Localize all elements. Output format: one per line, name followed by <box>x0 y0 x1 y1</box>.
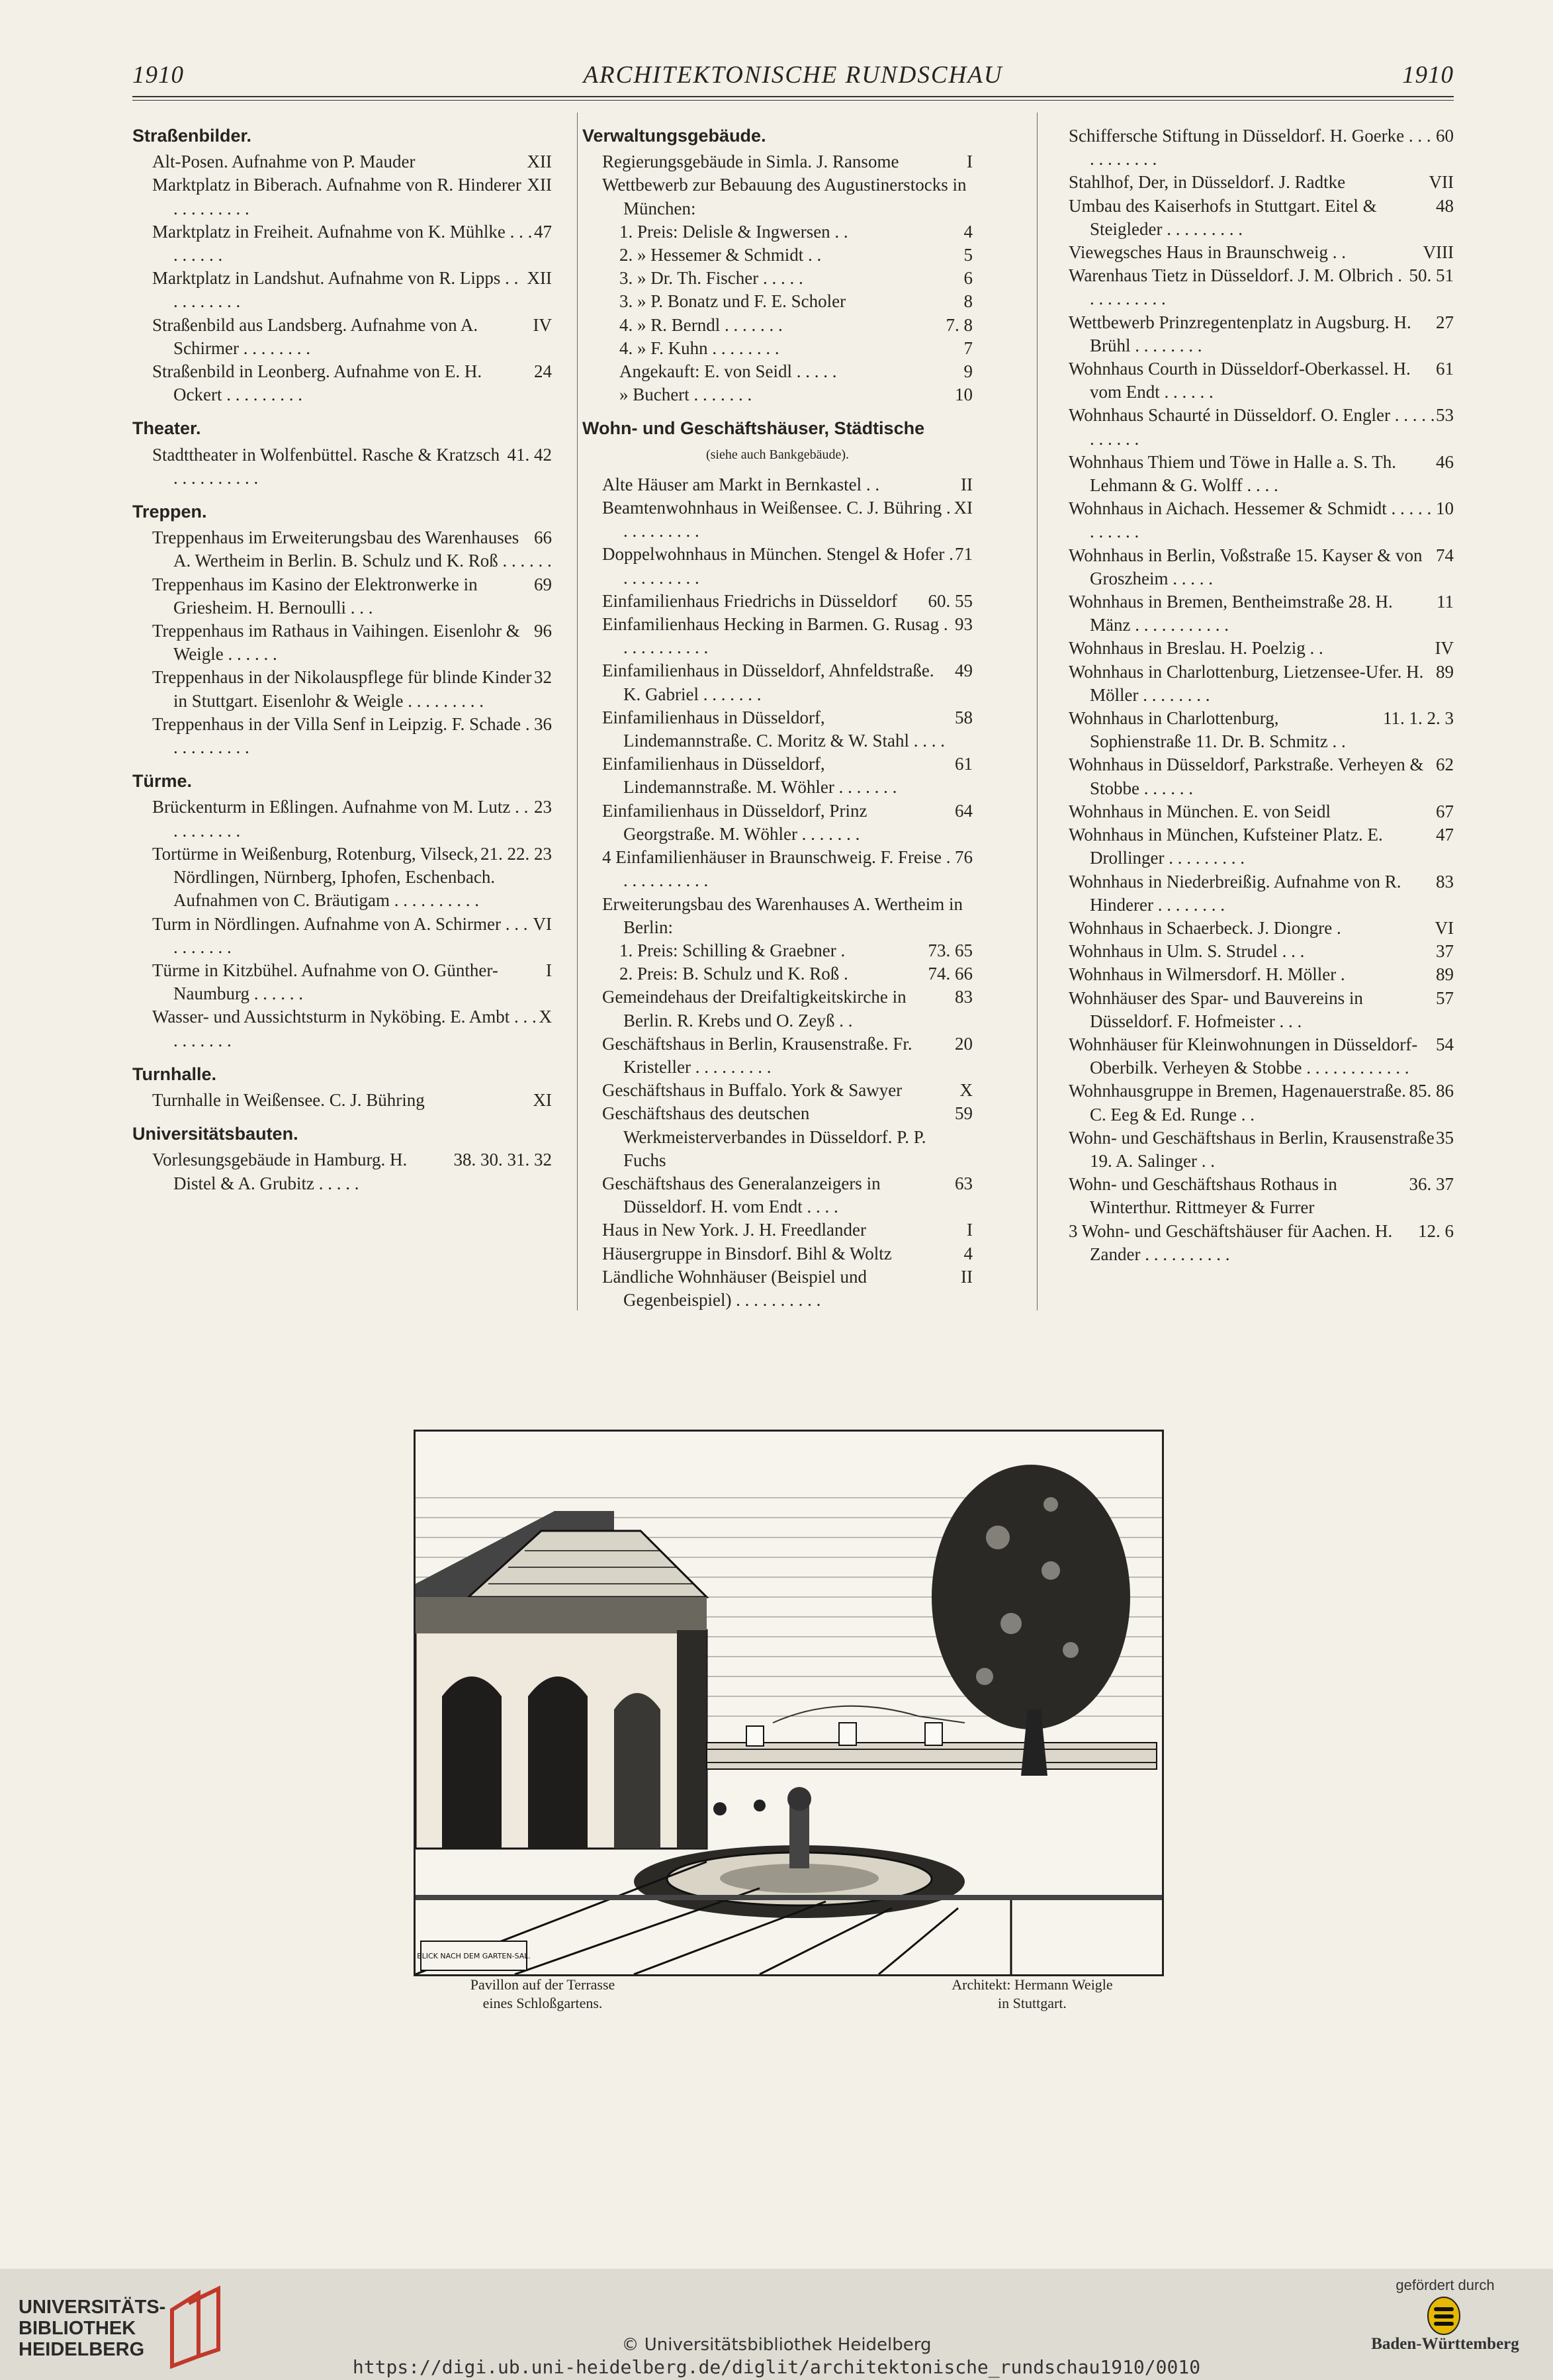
page-reference: VIII <box>1423 242 1454 263</box>
index-entry <box>582 173 973 220</box>
index-entry <box>582 473 973 496</box>
entry-text: Einfamilienhaus in Düsseldorf, Prinz Georgstraße. M. Wöhler . . . . . . . <box>602 800 867 844</box>
index-entry <box>582 1172 973 1218</box>
page-reference: 61 <box>955 754 973 774</box>
entry-text: Alte Häuser am Markt in Bernkastel . . <box>602 474 880 494</box>
column-divider <box>1037 113 1038 1310</box>
index-entry <box>132 573 552 619</box>
page-reference: 9 <box>963 361 973 382</box>
entry-text: Geschäftshaus des Generalanzeigers in Düsseldorf. H. vom Endt . . . . <box>602 1173 881 1217</box>
entry-text: Treppenhaus in der Villa Senf in Leipzig. F. Schade . . . . . . . . . . <box>152 713 530 758</box>
page-reference: 58 <box>955 707 973 727</box>
page-reference: 54 <box>1436 1034 1454 1054</box>
page-reference: IV <box>533 314 552 335</box>
entry-text: Wohnhausgruppe in Bremen, Hagenauerstraße. C. Eeg & Ed. Runge . . <box>1069 1081 1406 1124</box>
caption-left <box>410 1976 675 2013</box>
entry-text: Wettbewerb Prinzregentenplatz in Augsburg. H. Brühl . . . . . . . . <box>1069 312 1411 355</box>
library-name-line: HEIDELBERG <box>19 2339 145 2360</box>
entry-text: Wohnhaus in München. E. von Seidl <box>1069 801 1331 821</box>
page-reference: 74 <box>1436 545 1454 565</box>
entry-text: Turm in Nördlingen. Aufnahme von A. Schirmer . . . . . . . . . . <box>152 913 528 957</box>
entry-text: Brückenturm in Eßlingen. Aufnahme von M. Lutz . . . . . . . . . . <box>152 797 529 841</box>
entry-text: Straßenbild in Leonberg. Aufnahme von E. H. Ockert . . . . . . . . . <box>152 361 482 405</box>
section-heading: Universitätsbauten. <box>132 1124 298 1144</box>
page-reference: 64 <box>955 800 973 821</box>
page-reference: 83 <box>955 987 973 1007</box>
drawing-inscription: BLICK NACH DEM GARTEN-SAL. <box>417 1952 531 1960</box>
index-entry <box>132 267 552 313</box>
index-entry <box>582 543 973 589</box>
page-reference: 5 <box>963 245 973 265</box>
page-reference: 67 <box>1436 801 1454 821</box>
index-column-3 <box>1049 124 1454 1266</box>
page-reference: I <box>546 960 552 980</box>
entry-text: Schiffersche Stiftung in Düsseldorf. H. Goerke . . . . . . . . . . . <box>1069 126 1431 169</box>
header-rule-thin <box>132 100 1454 101</box>
page-reference: 96 <box>534 621 552 641</box>
page-reference: 71 <box>955 544 973 565</box>
page-reference: 50. 51 <box>1409 265 1454 286</box>
section-heading: Theater. <box>132 418 201 439</box>
index-entry <box>1049 241 1454 264</box>
index-entry <box>1049 264 1454 310</box>
entry-text: Wohnhäuser des Spar- und Bauvereins in Düsseldorf. F. Hofmeister . . . <box>1069 987 1363 1031</box>
index-entry <box>582 496 973 543</box>
index-entry <box>1049 451 1454 497</box>
entry-text: Viewegsches Haus in Braunschweig . . <box>1069 242 1347 263</box>
index-entry <box>1049 171 1454 194</box>
entry-text: Einfamilienhaus in Düsseldorf, Lindemannstraße. C. Moritz & W. Stahl . . . . <box>602 707 945 751</box>
page-reference: 20 <box>955 1033 973 1054</box>
page-reference: 4 <box>963 221 973 242</box>
library-name-line: BIBLIOTHEK <box>19 2318 136 2339</box>
caption-right <box>900 1976 1165 2013</box>
entry-text: Stadttheater in Wolfenbüttel. Rasche & Kratzsch . . . . . . . . . . <box>152 444 500 488</box>
index-entry <box>582 1265 973 1312</box>
page-reference: 7. 8 <box>946 314 973 335</box>
page-reference: 4 <box>963 1243 973 1263</box>
index-entry <box>132 913 552 959</box>
entry-text: 4 Einfamilienhäuser in Braunschweig. F. Freise . . . . . . . . . . . <box>602 847 951 891</box>
entry-text: Haus in New York. J. H. Freedlander <box>602 1220 866 1240</box>
journal-title: ARCHITEKTONISCHE RUNDSCHAU <box>583 62 1003 89</box>
funded-by-label: gefördert durch <box>1396 2277 1495 2293</box>
index-entry <box>582 1102 973 1172</box>
index-entry <box>1049 1173 1454 1219</box>
index-subentry <box>582 337 973 360</box>
entry-text: Straßenbild aus Landsberg. Aufnahme von A. Schirmer . . . . . . . . <box>152 314 478 358</box>
entry-text: Wohnhaus in Bremen, Bentheimstraße 28. H. Mänz . . . . . . . . . . . <box>1069 592 1393 635</box>
page-reference: 6 <box>963 268 973 289</box>
entry-text: Wohnhaus in Aichach. Hessemer & Schmidt . . . . . . . . . . . <box>1069 498 1432 542</box>
page-reference: 36 <box>534 713 552 734</box>
index-entry <box>132 443 552 490</box>
page-reference: 32 <box>534 667 552 688</box>
entry-text: 3. » Dr. Th. Fischer . . . . . <box>619 268 803 289</box>
entry-text: 4. » R. Berndl . . . . . . . <box>619 314 783 335</box>
index-entry <box>582 985 973 1032</box>
index-entry <box>582 706 973 753</box>
entry-text: Stahlhof, Der, in Düsseldorf. J. Radtke <box>1069 172 1346 193</box>
index-entry <box>1049 357 1454 404</box>
section-heading: Türme. <box>132 771 193 792</box>
entry-text: Wohnhaus in Wilmersdorf. H. Möller . <box>1069 964 1345 985</box>
page-reference: I <box>967 1220 973 1240</box>
index-entry <box>1049 963 1454 986</box>
page-reference: 21. 22. 23 <box>480 843 552 864</box>
entry-text: Wohnhaus Courth in Düsseldorf-Oberkassel. H. vom Endt . . . . . . <box>1069 359 1411 402</box>
page-reference: 23 <box>534 797 552 817</box>
index-entry <box>132 1148 552 1195</box>
page-reference: 62 <box>1436 755 1454 775</box>
index-entry <box>132 619 552 666</box>
entry-text: Umbau des Kaiserhofs in Stuttgart. Eitel & Steigleder . . . . . . . . . <box>1069 195 1377 239</box>
entry-text: Treppenhaus im Rathaus in Vaihingen. Eisenlohr & Weigle . . . . . . <box>152 621 520 664</box>
index-entry <box>132 843 552 913</box>
page-reference: 89 <box>1436 661 1454 682</box>
index-subentry <box>582 220 973 244</box>
page-reference: 93 <box>955 614 973 635</box>
page-reference: 37 <box>1436 941 1454 962</box>
index-entry <box>132 713 552 759</box>
page-reference: VI <box>533 913 552 934</box>
index-subentry <box>582 939 973 962</box>
entry-text: Wohnhaus in Ulm. S. Strudel . . . <box>1069 941 1305 962</box>
page-reference: 35 <box>1436 1127 1454 1148</box>
entry-text: Turnhalle in Weißensee. C. J. Bühring <box>152 1089 425 1110</box>
entry-text: Erweiterungsbau des Warenhauses A. Wertheim in Berlin: <box>602 893 963 937</box>
entry-text: Geschäftshaus in Buffalo. York & Sawyer <box>602 1080 903 1101</box>
page-reference: 12. 6 <box>1418 1220 1454 1241</box>
page-reference: 47 <box>534 221 552 242</box>
index-entry <box>132 959 552 1005</box>
page-reference: 61 <box>1436 359 1454 379</box>
page-reference: 76 <box>955 847 973 868</box>
entry-text: Wohnhaus Thiem und Töwe in Halle a. S. Th. Lehmann & G. Wolff . . . . <box>1069 451 1397 496</box>
index-entry <box>1049 544 1454 590</box>
entry-text: 2. » Hessemer & Schmidt . . <box>619 245 822 265</box>
index-subentry <box>582 360 973 383</box>
page-reference: 41. 42 <box>507 444 552 465</box>
library-name-line: UNIVERSITÄTS- <box>19 2297 166 2318</box>
index-entry <box>582 1032 973 1079</box>
entry-text: Wohnhäuser für Kleinwohnungen in Düsseldorf-Oberbilk. Verheyen & Stobbe . . . . . . . . . . . . <box>1069 1034 1418 1078</box>
entry-text: Einfamilienhaus in Düsseldorf, Lindemannstraße. M. Wöhler . . . . . . . <box>602 754 897 798</box>
entry-text: Wohnhaus in München, Kufsteiner Platz. E. Drollinger . . . . . . . . . <box>1069 825 1383 868</box>
entry-text: Beamtenwohnhaus in Weißensee. C. J. Bühring . . . . . . . . . . <box>602 498 951 541</box>
entry-text: Wohnhaus in Breslau. H. Poelzig . . <box>1069 638 1323 659</box>
entry-text: Treppenhaus in der Nikolauspflege für blinde Kinder in Stuttgart. Eisenlohr & Weigle . . . . . . . . . <box>152 667 532 711</box>
index-entry <box>132 796 552 842</box>
permalink-url[interactable]: https://digi.ub.uni-heidelberg.de/diglit/architektonische_rundschau1910/0010 <box>352 2356 1201 2378</box>
entry-text: Marktplatz in Landshut. Aufnahme von R. Lipps . . . . . . . . . . <box>152 268 519 312</box>
entry-text: Regierungsgebäude in Simla. J. Ransome <box>602 152 899 172</box>
page-reference: 38. 30. 31. 32 <box>453 1150 552 1170</box>
index-subentry <box>582 383 973 406</box>
index-entry <box>1049 661 1454 707</box>
page-reference: 60 <box>1436 126 1454 146</box>
index-entry <box>1049 1079 1454 1126</box>
index-entry <box>132 1005 552 1052</box>
page-reference: 85. 86 <box>1409 1081 1454 1101</box>
page-reference: XI <box>954 498 973 518</box>
entry-text: Alt-Posen. Aufnahme von P. Mauder <box>152 152 416 172</box>
entry-text: Wohnhaus Schaurté in Düsseldorf. O. Engler . . . . . . . . . . . <box>1069 405 1435 449</box>
page-reference: 89 <box>1436 964 1454 985</box>
entry-text: 3. » P. Bonatz und F. E. Scholer <box>619 291 846 312</box>
entry-text: Marktplatz in Biberach. Aufnahme von R. Hinderer . . . . . . . . . <box>152 175 521 218</box>
index-subentry <box>582 267 973 290</box>
page-reference: 47 <box>1436 825 1454 845</box>
section-heading: Wohn- und Geschäftshäuser, Städtische <box>582 418 925 439</box>
funder-name: Baden-Württemberg <box>1371 2335 1519 2353</box>
entry-text: 1. Preis: Schilling & Graebner . <box>619 940 846 960</box>
entry-text: Wohn- und Geschäftshaus in Berlin, Krausenstraße 19. A. Salinger . . <box>1069 1127 1435 1171</box>
entry-text: Einfamilienhaus Friedrichs in Düsseldorf <box>602 590 898 611</box>
index-entry <box>1049 195 1454 241</box>
entry-text: Einfamilienhaus Hecking in Barmen. G. Rusag . . . . . . . . . . . <box>602 614 948 658</box>
entry-text: Wohnhaus in Charlottenburg, Sophienstraße 11. Dr. B. Schmitz . . <box>1069 708 1346 752</box>
entry-text: Wohnhaus in Schaerbeck. J. Diongre . <box>1069 917 1341 938</box>
header-rule <box>132 96 1454 97</box>
section-heading: Treppen. <box>132 502 207 522</box>
entry-text: Wasser- und Aussichtsturm in Nyköbing. E. Ambt . . . . . . . . . . <box>152 1007 537 1050</box>
page-reference: 48 <box>1436 195 1454 216</box>
entry-text: Geschäftshaus des deutschen Werkmeisterverbandes in Düsseldorf. P. P. Fuchs <box>602 1103 926 1170</box>
caption-left-line: Pavillon auf der Terrasse <box>470 1976 615 1993</box>
index-entry <box>132 360 552 406</box>
index-entry <box>582 800 973 846</box>
header-year-right: 1910 <box>1402 62 1454 89</box>
page-reference: 10 <box>955 385 973 405</box>
entry-text: 1. Preis: Delisle & Ingwersen . . <box>619 221 848 242</box>
entry-text: Häusergruppe in Binsdorf. Bihl & Woltz <box>602 1243 892 1263</box>
page-reference: VII <box>1429 172 1454 193</box>
index-subentry <box>582 962 973 985</box>
index-entry <box>1049 1126 1454 1173</box>
page-reference: VI <box>1435 917 1454 938</box>
entry-text: » Buchert . . . . . . . <box>619 385 752 405</box>
entry-text: 3 Wohn- und Geschäftshäuser für Aachen. H. Zander . . . . . . . . . . <box>1069 1220 1393 1264</box>
page-reference: 8 <box>963 291 973 312</box>
section-heading: Verwaltungsgebäude. <box>582 126 766 146</box>
index-entry <box>1049 637 1454 660</box>
pavilion-drawing <box>416 1432 1162 1974</box>
index-entry <box>1049 497 1454 543</box>
page-reference: XI <box>533 1089 552 1110</box>
index-entry <box>1049 800 1454 823</box>
entry-text: Warenhaus Tietz in Düsseldorf. J. M. Olbrich . . . . . . . . . . <box>1069 265 1403 309</box>
header-year-left: 1910 <box>132 62 184 89</box>
page-reference: 7 <box>963 338 973 358</box>
copyright-notice: © Universitätsbibliothek Heidelberg <box>621 2335 932 2355</box>
index-entry <box>1049 823 1454 870</box>
page-reference: 66 <box>534 527 552 548</box>
index-entry <box>582 613 973 659</box>
entry-text: Einfamilienhaus in Düsseldorf, Ahnfeldstraße. K. Gabriel . . . . . . . <box>602 661 934 704</box>
index-entry <box>582 846 973 892</box>
index-entry <box>1049 590 1454 637</box>
index-entry <box>582 659 973 706</box>
index-entry <box>1049 753 1454 800</box>
page-reference: II <box>961 1266 973 1287</box>
index-entry <box>582 1079 973 1102</box>
index-entry <box>132 666 552 712</box>
index-entry <box>1049 917 1454 940</box>
index-entry <box>132 150 552 173</box>
index-entry <box>582 753 973 799</box>
entry-text: Doppelwohnhaus in München. Stengel & Hofer . . . . . . . . . . <box>602 544 954 588</box>
index-entry <box>582 150 973 173</box>
entry-text: Marktplatz in Freiheit. Aufnahme von K. Mühlke . . . . . . . . . <box>152 221 533 265</box>
entry-text: 4. » F. Kuhn . . . . . . . . <box>619 338 779 358</box>
index-entry <box>1049 987 1454 1033</box>
section-heading: Turnhalle. <box>132 1064 217 1084</box>
running-header <box>132 61 1454 95</box>
index-subentry <box>582 290 973 313</box>
page-reference: 59 <box>955 1103 973 1124</box>
index-entry <box>582 1242 973 1265</box>
index-subentry <box>582 244 973 267</box>
index-column-2 <box>582 124 973 1312</box>
caption-left-line: eines Schloßgartens. <box>482 1995 603 2011</box>
page-reference: I <box>967 152 973 172</box>
entry-text: Wohnhaus in Düsseldorf, Parkstraße. Verheyen & Stobbe . . . . . . <box>1069 755 1424 798</box>
index-entry <box>1049 311 1454 357</box>
index-column-1 <box>132 124 552 1195</box>
page-reference: X <box>539 1007 552 1027</box>
index-entry <box>1049 707 1454 753</box>
caption-right-line: in Stuttgart. <box>998 1995 1067 2011</box>
entry-text: Tortürme in Weißenburg, Rotenburg, Vilseck, Nördlingen, Nürnberg, Iphofen, Eschenbach. Aufnahmen von C. Bräutigam . . . . . . . . . . <box>152 843 496 911</box>
entry-text: Türme in Kitzbühel. Aufnahme von O. Günther-Naumburg . . . . . . <box>152 960 498 1004</box>
index-entry <box>1049 940 1454 963</box>
entry-text: Treppenhaus im Erweiterungsbau des Warenhauses A. Wertheim in Berlin. B. Schulz und K. Roß . . . . . . <box>152 527 552 571</box>
column-divider <box>577 113 578 1310</box>
entry-text: Gemeindehaus der Dreifaltigkeitskirche in Berlin. R. Krebs und O. Zeyß . . <box>602 987 907 1030</box>
entry-text: Wohnhaus in Niederbreißig. Aufnahme von R. Hinderer . . . . . . . . <box>1069 871 1401 915</box>
entry-text: Wohn- und Geschäftshaus Rothaus in Winterthur. Rittmeyer & Furrer <box>1069 1174 1337 1218</box>
index-entry <box>132 220 552 267</box>
page-reference: 73. 65 <box>928 940 973 960</box>
page-reference: 60. 55 <box>928 590 973 611</box>
page-reference: 11. 1. 2. 3 <box>1383 708 1454 729</box>
page-reference: II <box>961 474 973 494</box>
page-reference: 46 <box>1436 451 1454 472</box>
page-reference: XII <box>527 268 552 289</box>
pavilion-illustration <box>414 1430 1164 1976</box>
page-reference: 53 <box>1436 405 1454 426</box>
entry-text: Vorlesungsgebäude in Hamburg. H. Distel & A. Grubitz . . . . . <box>152 1150 408 1193</box>
page-reference: 49 <box>955 661 973 681</box>
entry-text: Wettbewerb zur Bebauung des Augustinerstocks in München: <box>602 175 967 218</box>
index-entry <box>132 1089 552 1112</box>
section-note: (siehe auch Bankgebäude). <box>705 447 849 462</box>
page-reference: 57 <box>1436 987 1454 1008</box>
page-reference: XII <box>527 152 552 172</box>
entry-text: Ländliche Wohnhäuser (Beispiel und Gegenbeispiel) . . . . . . . . . . <box>602 1266 867 1310</box>
entry-text: Treppenhaus im Kasino der Elektronwerke in Griesheim. H. Bernoulli . . . <box>152 574 478 618</box>
index-entry <box>1049 1033 1454 1079</box>
index-entry <box>582 590 973 613</box>
index-entry <box>582 893 973 939</box>
section-heading: Straßenbilder. <box>132 126 252 146</box>
entry-text: Wohnhaus in Charlottenburg, Lietzensee-Ufer. H. Möller . . . . . . . . <box>1069 661 1424 705</box>
page-reference: 10 <box>1436 498 1454 519</box>
page-reference: 36. 37 <box>1409 1174 1454 1195</box>
entry-text: 2. Preis: B. Schulz und K. Roß . <box>619 964 848 984</box>
index-entry <box>1049 870 1454 917</box>
page-reference: 83 <box>1436 871 1454 892</box>
page-reference: 24 <box>534 361 552 382</box>
entry-text: Wohnhaus in Berlin, Voßstraße 15. Kayser & von Groszheim . . . . . <box>1069 545 1423 588</box>
entry-text: Angekauft: E. von Seidl . . . . . <box>619 361 837 382</box>
index-entry <box>132 526 552 572</box>
page-reference: 63 <box>955 1173 973 1193</box>
index-entry <box>1049 404 1454 450</box>
state-crest-icon[interactable] <box>1427 2297 1460 2335</box>
page-reference: XII <box>527 175 552 195</box>
page-reference: 74. 66 <box>928 964 973 984</box>
index-entry <box>582 1218 973 1242</box>
index-entry <box>1049 124 1454 171</box>
index-entry <box>132 314 552 360</box>
page-reference: X <box>959 1080 973 1101</box>
page-reference: 69 <box>534 574 552 594</box>
index-entry <box>1049 1220 1454 1266</box>
entry-text: Geschäftshaus in Berlin, Krausenstraße. Fr. Kristeller . . . . . . . . . <box>602 1033 912 1077</box>
page-reference: 11 <box>1437 592 1454 612</box>
page-reference: IV <box>1435 638 1454 659</box>
page-reference: 27 <box>1436 312 1454 332</box>
index-subentry <box>582 314 973 337</box>
index-entry <box>132 173 552 220</box>
caption-right-line: Architekt: Hermann Weigle <box>952 1976 1113 1993</box>
